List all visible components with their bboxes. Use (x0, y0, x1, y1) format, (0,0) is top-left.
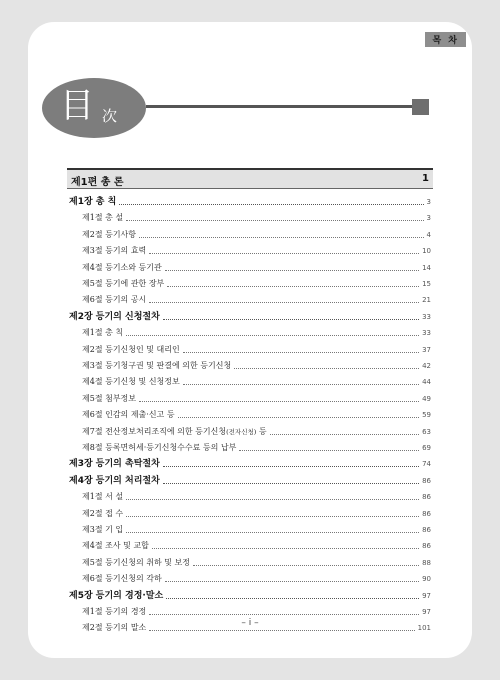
toc-heading-char-2: 次 (102, 107, 118, 125)
dot-leader (270, 433, 420, 435)
entry-title (69, 588, 163, 604)
entry-title (82, 374, 180, 390)
toc-section-entry[interactable] (82, 227, 431, 243)
entry-page-number: 42 (422, 362, 431, 370)
entry-title (82, 571, 162, 587)
entry-title-text: 제6절 등기의 공시 (82, 295, 147, 305)
entry-page-number: 97 (422, 608, 431, 616)
dot-leader (126, 219, 423, 221)
entry-title-text: 제3장 등기의 촉탁절차 (69, 459, 160, 470)
entry-title-text: 제8절 등록면허세·등기신청수수료 등의 납부 (82, 443, 237, 452)
entry-page-number: 69 (422, 444, 431, 452)
entry-page-number: 101 (417, 624, 431, 633)
entry-title-text: 제3절 등기의 효력 (82, 246, 147, 256)
entry-title (82, 210, 123, 226)
toc-section-entry[interactable] (82, 260, 431, 276)
entry-title-suffix: 등 (256, 426, 267, 436)
entry-title-text: 제4절 조사 및 교합 (82, 541, 149, 551)
dot-leader (166, 597, 419, 599)
entry-title (82, 424, 267, 440)
entry-title-text: 제4절 등기신청 및 신청정보 (82, 377, 180, 387)
entry-title (82, 489, 123, 505)
dot-leader (163, 465, 419, 467)
entry-page-number: 86 (422, 493, 431, 502)
entry-title (82, 276, 164, 292)
entry-title (69, 194, 116, 210)
entry-page-number: 33 (422, 312, 431, 321)
toc-chapter-entry[interactable] (69, 473, 431, 489)
entry-title-text: 제1절 서 설 (82, 492, 124, 502)
entry-page-number: 88 (422, 558, 431, 567)
entry-title-text: 제5절 등기에 관한 장부 (82, 279, 165, 288)
entry-title-text: 제1절 총 설 (82, 213, 124, 223)
entry-page-number: 74 (422, 460, 431, 469)
toc-section-entry[interactable] (82, 571, 431, 587)
dot-leader (193, 564, 419, 566)
entry-title-text: 제3절 등기청구권 및 판결에 의한 등기신청 (82, 361, 232, 370)
entry-page-number: 86 (422, 509, 431, 518)
toc-section-entry[interactable] (82, 276, 431, 292)
entry-page-number: 44 (422, 378, 431, 387)
entry-title-text: 제3절 기 입 (82, 525, 124, 534)
entry-title-text: 제2절 등기의 말소 (82, 623, 147, 633)
entry-title (82, 358, 231, 374)
entry-title-text: 제5절 첨부정보 (82, 393, 137, 403)
entry-title (82, 342, 180, 358)
part-title: 제1편 총 론 (71, 177, 124, 188)
toc-chapter-entry[interactable] (69, 588, 431, 604)
toc-section-entry[interactable] (82, 342, 431, 358)
running-head: 목 차 (425, 32, 466, 47)
entry-title (69, 456, 160, 472)
dot-leader (165, 580, 419, 582)
toc-section-entry[interactable] (82, 325, 431, 341)
toc-chapter-entry[interactable] (69, 194, 431, 210)
dot-leader (149, 252, 419, 254)
entry-title (82, 243, 146, 259)
entry-title-text: 제7절 전산정보처리조직에 의한 등기신청 (82, 426, 227, 436)
dot-leader (149, 613, 419, 615)
entry-title-text: 제1장 총 칙 (69, 197, 117, 207)
entry-page-number: 10 (422, 247, 431, 256)
entry-title-text: 제2절 접 수 (82, 508, 124, 518)
entry-title (82, 292, 146, 308)
toc-section-entry[interactable] (82, 489, 431, 505)
entry-title (69, 473, 160, 489)
toc-section-entry[interactable] (82, 440, 431, 456)
entry-title (82, 440, 236, 456)
entry-page-number: 15 (422, 280, 431, 288)
entry-title-text: 제6절 인감의 제출·신고 등 (82, 410, 175, 420)
entry-title (82, 391, 136, 407)
dot-leader (139, 236, 424, 238)
entry-page-number: 21 (422, 296, 431, 305)
entry-page-number: 59 (422, 411, 431, 420)
toc-chapter-entry[interactable] (69, 456, 431, 472)
dot-leader (234, 367, 419, 369)
entry-title (82, 506, 123, 522)
toc-section-entry[interactable] (82, 374, 431, 390)
entry-page-number: 33 (422, 329, 431, 338)
toc-section-entry[interactable] (82, 522, 431, 538)
toc-section-entry[interactable] (82, 555, 431, 571)
entry-title-text: 제4장 등기의 처리절차 (69, 475, 160, 486)
toc-section-entry[interactable] (82, 424, 431, 440)
dot-leader (126, 531, 419, 533)
page-footer: – i – (241, 618, 259, 628)
dot-leader (163, 318, 419, 320)
dot-leader (165, 269, 419, 271)
dot-leader (126, 334, 419, 336)
toc-heading-char-1: 目 (60, 86, 94, 126)
entry-title-text: 제4절 등기소와 등기관 (82, 262, 162, 272)
entry-page-number: 3 (426, 214, 431, 223)
entry-page-number: 63 (422, 427, 431, 436)
toc-chapter-entry[interactable] (69, 309, 431, 325)
part-heading (67, 168, 433, 189)
toc-section-entry[interactable] (82, 210, 431, 226)
toc-heading-badge (42, 78, 146, 138)
part-page-number: 1 (422, 173, 429, 184)
entry-title-text: 제1절 총 칙 (82, 328, 124, 338)
toc-section-entry[interactable] (82, 292, 431, 308)
dot-leader (149, 301, 419, 303)
entry-title (69, 309, 160, 325)
dot-leader (126, 515, 419, 517)
dot-leader (119, 203, 423, 205)
entry-title (82, 325, 123, 341)
entry-title-text: 제1절 등기의 경정 (82, 607, 147, 616)
entry-page-number: 86 (422, 526, 431, 534)
entry-page-number: 3 (426, 198, 431, 206)
entry-title-text: 제2절 등기사항 (82, 229, 137, 239)
entry-title-text: 제6절 등기신청의 각하 (82, 574, 162, 584)
entry-title-text: 제5절 등기신청의 취하 및 보정 (82, 557, 190, 567)
entry-page-number: 90 (422, 575, 431, 584)
dot-leader (167, 285, 419, 287)
entry-title (82, 538, 149, 554)
entry-page-number: 14 (422, 263, 431, 272)
entry-page-number: 97 (422, 591, 431, 600)
entry-title-note: (전자신청) (226, 427, 257, 436)
dot-leader (183, 383, 419, 385)
dot-leader (152, 547, 419, 549)
entry-title (82, 555, 190, 571)
dot-leader (139, 400, 419, 402)
entry-title-text: 제2절 등기신청인 및 대리인 (82, 344, 180, 354)
dot-leader (239, 449, 419, 451)
dot-leader (183, 351, 419, 353)
entry-page-number: 37 (422, 345, 431, 354)
dot-leader (163, 482, 419, 484)
entry-page-number: 4 (426, 230, 431, 239)
toc-section-entry[interactable] (82, 407, 431, 423)
toc-section-entry[interactable] (82, 391, 431, 407)
toc-section-entry[interactable] (82, 243, 431, 259)
dot-leader (149, 629, 414, 631)
toc-section-entry[interactable] (82, 506, 431, 522)
entry-title (82, 522, 123, 538)
toc-section-entry[interactable] (82, 358, 431, 374)
entry-title-text: 제5장 등기의 경정·말소 (69, 590, 164, 601)
dot-leader (126, 498, 419, 500)
heading-rule (146, 105, 414, 108)
entry-title-text: 제2장 등기의 신청절차 (69, 311, 160, 322)
entry-title (82, 407, 175, 423)
entry-page-number: 86 (422, 476, 431, 485)
heading-rule-square (412, 99, 429, 115)
entry-page-number: 86 (422, 542, 431, 551)
entry-title (82, 227, 136, 243)
entry-page-number: 49 (422, 394, 431, 403)
entry-title (82, 260, 162, 276)
dot-leader (178, 416, 420, 418)
toc-section-entry[interactable] (82, 538, 431, 554)
